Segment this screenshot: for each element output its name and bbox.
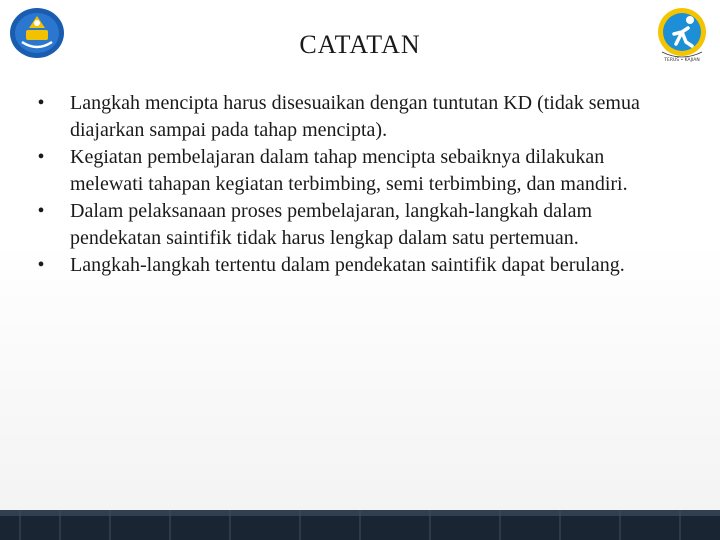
list-item — [30, 144, 670, 198]
bullet-icon: • — [37, 254, 45, 276]
bullet-list — [30, 90, 670, 279]
list-item-text: Langkah-langkah tertentu dalam pendekatan saintifik dapat berulang. — [70, 254, 625, 276]
list-item — [30, 198, 670, 252]
list-item — [30, 90, 670, 144]
list-item — [30, 252, 670, 279]
bottom-decorative-bar — [0, 510, 720, 540]
list-item-text: Langkah mencipta harus disesuaikan dengan tuntutan KD (tidak semua diajarkan sampai pada tahap mencipta). — [70, 92, 640, 141]
list-item-text: Kegiatan pembelajaran dalam tahap mencipta sebaiknya dilakukan melewati tahapan kegiatan terbimbing, semi terbimbing, dan mandiri. — [70, 146, 628, 195]
page-title: CATATAN — [299, 30, 421, 59]
bullet-icon: • — [37, 146, 45, 168]
bullet-icon: • — [37, 200, 45, 222]
notes-content — [30, 90, 670, 279]
bullet-icon: • — [37, 92, 45, 114]
list-item-text: Dalam pelaksanaan proses pembelajaran, langkah-langkah dalam pendekatan saintifik tidak harus lengkap dalam satu pertemuan. — [70, 200, 593, 249]
svg-text:TERUS • KAJIAN: TERUS • KAJIAN — [664, 58, 700, 63]
